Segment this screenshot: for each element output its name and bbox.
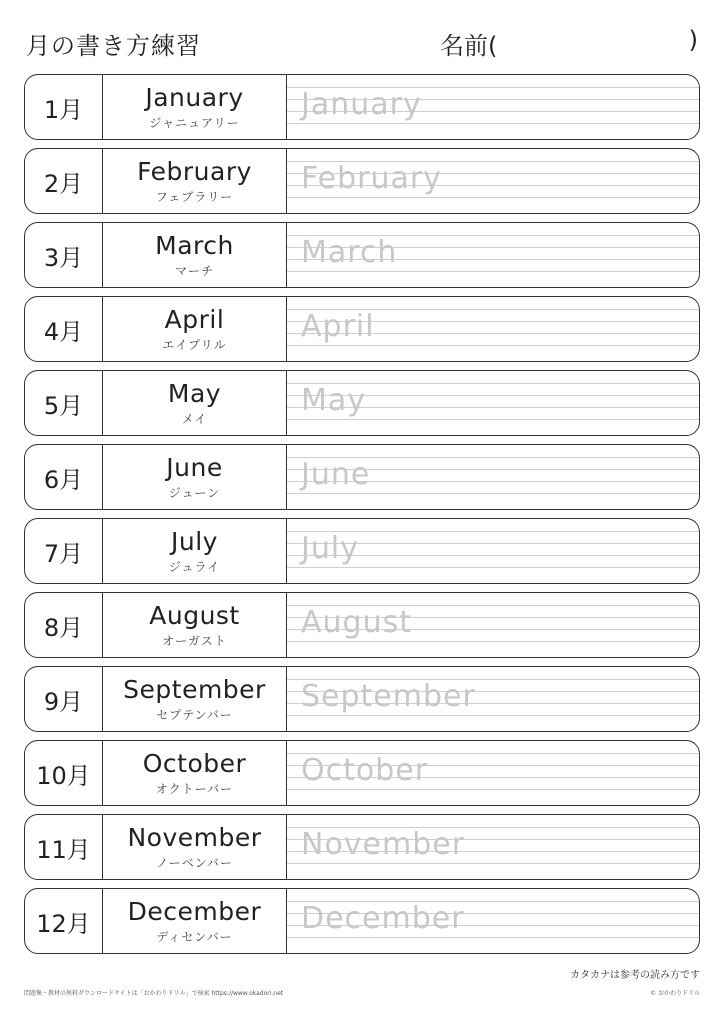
practice-lines[interactable] [287, 149, 699, 213]
trace-text: February [301, 161, 442, 196]
month-row [24, 814, 700, 880]
practice-lines[interactable] [287, 667, 699, 731]
month-word-cell [103, 741, 287, 805]
month-row [24, 370, 700, 436]
month-row [24, 222, 700, 288]
month-word-cell [103, 371, 287, 435]
month-english: November [127, 822, 262, 852]
trace-text: September [301, 679, 476, 714]
month-kana: ジューン [168, 485, 221, 500]
month-number: 2月 [25, 149, 103, 213]
month-number: 9月 [25, 667, 103, 731]
month-row [24, 666, 700, 732]
month-row [24, 888, 700, 954]
month-number: 1月 [25, 75, 103, 139]
month-english: August [149, 600, 240, 630]
month-english: March [155, 230, 234, 260]
month-number: 7月 [25, 519, 103, 583]
month-kana: ディセンバー [156, 929, 233, 944]
practice-lines[interactable] [287, 815, 699, 879]
month-kana: ジュライ [168, 559, 221, 574]
month-english: January [145, 82, 244, 112]
trace-text: March [301, 235, 398, 270]
footer-copyright: © おかわりドリル [650, 990, 700, 997]
month-kana: セプテンバー [156, 707, 233, 722]
month-english: October [142, 748, 247, 778]
month-row [24, 740, 700, 806]
practice-lines[interactable] [287, 371, 699, 435]
month-kana: エイプリル [162, 337, 227, 352]
month-word-cell [103, 889, 287, 953]
month-word-cell [103, 815, 287, 879]
month-english: September [123, 674, 266, 704]
name-field [440, 26, 698, 61]
month-row [24, 148, 700, 214]
month-number: 12月 [25, 889, 103, 953]
month-english: June [166, 452, 223, 482]
month-row [24, 74, 700, 140]
practice-lines[interactable] [287, 889, 699, 953]
month-word-cell [103, 297, 287, 361]
month-english: February [137, 156, 252, 186]
trace-text: December [301, 901, 465, 936]
month-kana: オクトーバー [155, 781, 234, 796]
month-row [24, 444, 700, 510]
month-kana: ジャニュアリー [149, 115, 240, 130]
month-table [24, 74, 700, 962]
month-kana: ノーベンバー [156, 855, 233, 870]
month-english: April [164, 304, 225, 334]
practice-lines[interactable] [287, 593, 699, 657]
month-word-cell [103, 445, 287, 509]
month-kana: オーガスト [162, 633, 227, 648]
name-close-paren: ) [688, 26, 698, 54]
practice-lines[interactable] [287, 223, 699, 287]
month-number: 5月 [25, 371, 103, 435]
month-row [24, 518, 700, 584]
month-number: 6月 [25, 445, 103, 509]
month-word-cell [103, 149, 287, 213]
month-word-cell [103, 667, 287, 731]
trace-text: July [301, 531, 359, 566]
katakana-note: カタカナは参考の読み方です [570, 970, 700, 981]
month-kana: フェブラリー [155, 189, 234, 204]
month-word-cell [103, 519, 287, 583]
trace-text: October [301, 753, 429, 788]
trace-text: November [301, 827, 466, 862]
month-english: December [127, 896, 262, 926]
page-title: 月の書き方練習 [26, 32, 201, 60]
footer-site-text: 問題集・教材の無料ダウンロードサイトは「おかわりドリル」で検索 https://www.okadori.net [24, 990, 284, 997]
month-english: July [171, 526, 218, 556]
name-label: 名前( [440, 32, 498, 60]
trace-text: June [301, 457, 371, 492]
month-kana: マーチ [174, 263, 214, 278]
trace-text: May [301, 383, 367, 418]
month-number: 11月 [25, 815, 103, 879]
month-word-cell [103, 593, 287, 657]
month-row [24, 592, 700, 658]
month-number: 8月 [25, 593, 103, 657]
month-number: 3月 [25, 223, 103, 287]
month-english: May [167, 378, 222, 408]
practice-lines[interactable] [287, 445, 699, 509]
practice-lines[interactable] [287, 741, 699, 805]
month-word-cell [103, 223, 287, 287]
month-number: 4月 [25, 297, 103, 361]
practice-lines[interactable] [287, 75, 699, 139]
trace-text: August [301, 605, 412, 640]
practice-lines[interactable] [287, 519, 699, 583]
month-kana: メイ [181, 411, 208, 426]
practice-lines[interactable] [287, 297, 699, 361]
month-number: 10月 [25, 741, 103, 805]
month-word-cell [103, 75, 287, 139]
trace-text: January [301, 87, 422, 122]
month-row [24, 296, 700, 362]
trace-text: April [301, 309, 375, 344]
